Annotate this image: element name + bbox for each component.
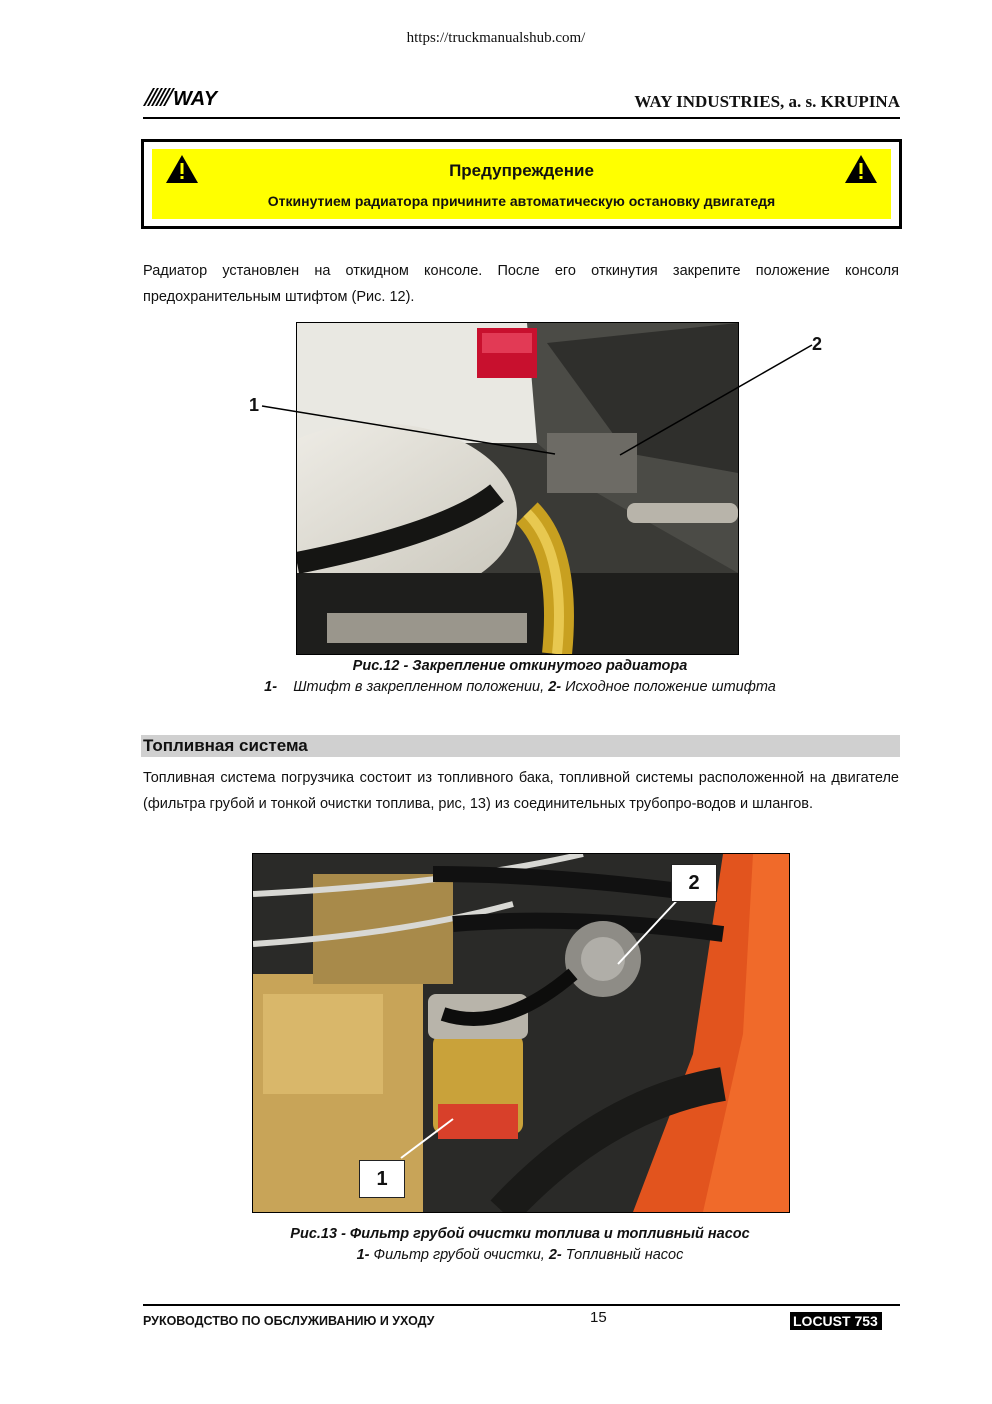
figure12-caption: Рис.12 - Закрепление откинутого радиатора <box>352 658 688 674</box>
warning-text: Откинутием радиатора причините автоматическую остановку двигатедя <box>267 193 776 209</box>
radiator-paragraph: Радиатор установлен на откидном консоле. После его откинутия закрепите положение консоля предохранительным штифтом (Рис. 12). <box>143 263 899 305</box>
callout-1: 1 <box>249 395 260 415</box>
source-url: https://truckmanualshub.com/ <box>406 30 586 46</box>
figure13-legend <box>0 1247 992 1263</box>
legend-text: Исходное положение штифта <box>565 679 776 695</box>
legend-text: Топливный насос <box>565 1247 684 1263</box>
legend-num: 1- <box>356 1247 370 1263</box>
figure13-caption: Рис.13 - Фильтр грубой очистки топлива и топливный насос <box>290 1226 750 1242</box>
footer-model-badge: LOCUST 753 <box>790 1312 882 1330</box>
legend-text: Штифт в закрепленном положении, <box>293 679 545 695</box>
legend-text: Фильтр грубой очистки, <box>373 1247 545 1263</box>
legend-num: 2- <box>548 679 562 695</box>
warning-title: Предупреждение <box>449 161 594 180</box>
logo-text: WAY <box>173 88 218 108</box>
legend-num: 2- <box>548 1247 562 1263</box>
section-title: Топливная система <box>143 736 308 755</box>
footer-divider <box>143 1304 900 1306</box>
callout-2: 2 <box>671 864 717 902</box>
fuel-filter-photo <box>252 853 790 1213</box>
fuel-system-paragraph: Топливная система погрузчика состоит из топливного бака, топливной системы расположенной на двигателе (фильтра грубой и тонкой очистки топлива, рис, 13) из соединительных трубопро-водов и шлангов. <box>143 770 899 812</box>
callout-1: 1 <box>359 1160 405 1198</box>
figure12-legend <box>0 679 992 695</box>
legend-num: 1- <box>264 679 278 695</box>
section-header <box>141 735 900 757</box>
footer-manual-title: РУКОВОДСТВО ПО ОБСЛУЖИВАНИЮ И УХОДУ <box>143 1314 435 1328</box>
page-number: 15 <box>590 1309 607 1326</box>
company-name: WAY INDUSTRIES, a. s. KRUPINA <box>634 92 900 111</box>
figure13-leader-lines <box>253 854 789 1212</box>
figure12-leader-lines <box>0 0 992 700</box>
callout-2: 2 <box>812 334 823 354</box>
